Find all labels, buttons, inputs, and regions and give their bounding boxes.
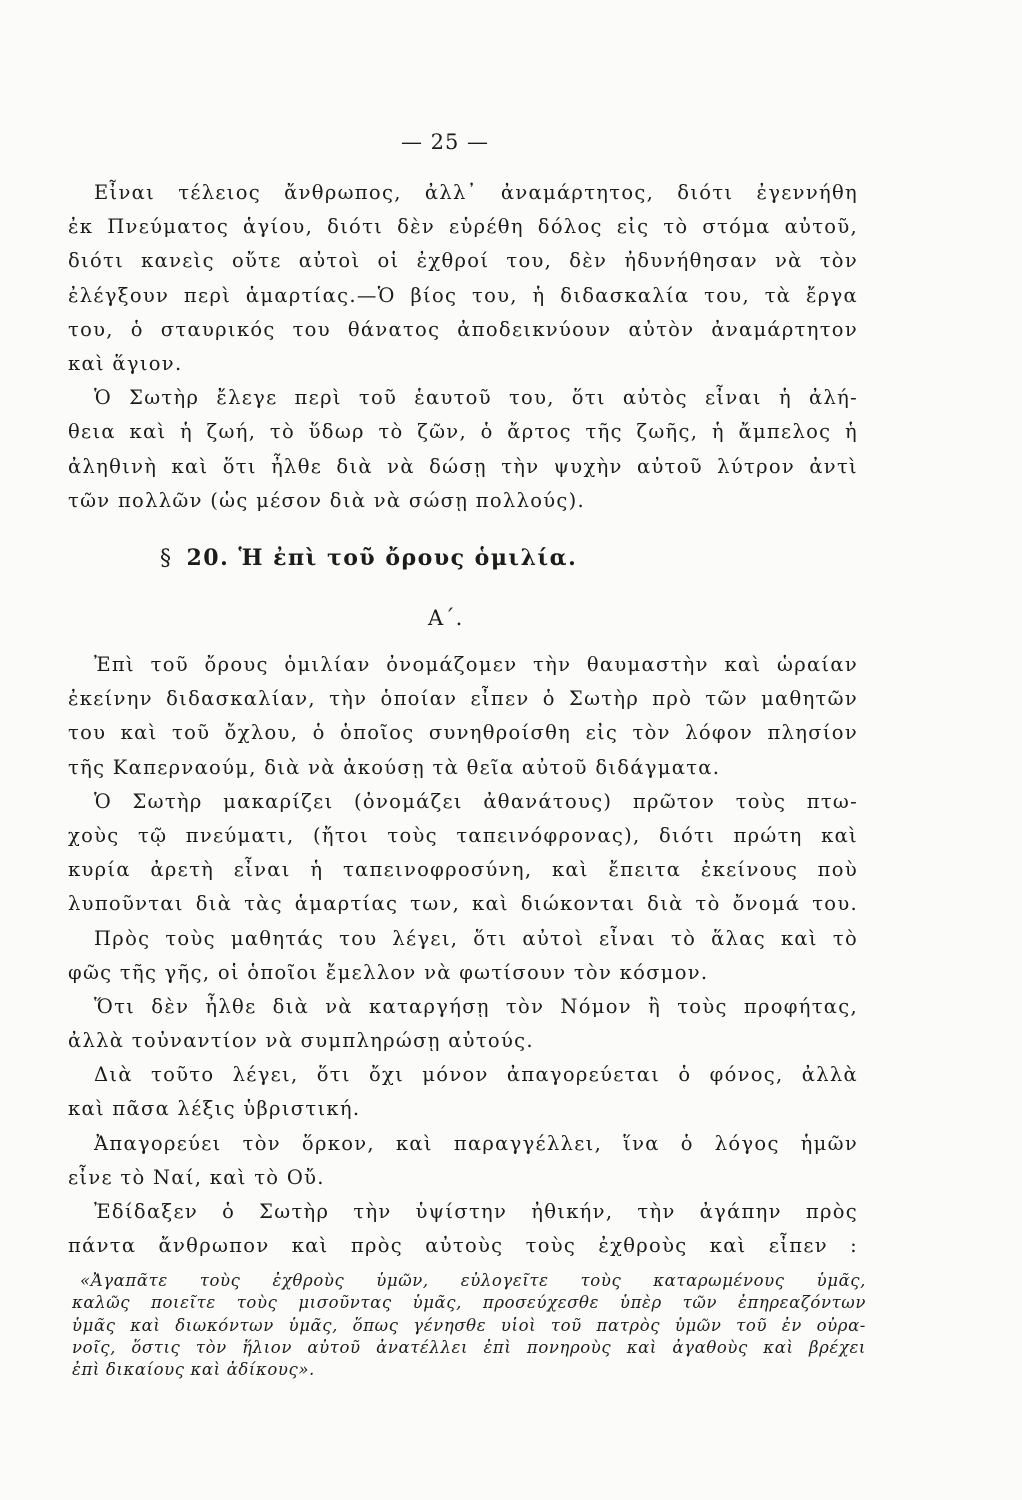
text-line: Ὁ Σωτὴρ μακαρίζει (ὀνομάζει ἀθανάτους) πρῶτον τοὺς πτω-: [94, 789, 858, 813]
text-line: Ὁ Σωτὴρ ἔλεγε περὶ τοῦ ἑαυτοῦ του, ὅτι αὐτὸς εἶναι ἡ ἀλή-: [94, 386, 858, 410]
text-line: ἀληθινὴ καὶ ὅτι ἦλθε διὰ νὰ δώσῃ τὴν ψυχὴν αὐτοῦ λύτρον ἀντὶ: [68, 454, 858, 478]
scripture-quote: [72, 1270, 866, 1381]
quote-line: ἐπὶ δικαίους καὶ ἀδίκους».: [72, 1360, 315, 1380]
section-heading: [160, 545, 577, 571]
text-line: διότι κανεὶς οὔτε αὐτοὶ οἱ ἐχθροί του, δὲν ἠδυνήθησαν νὰ τὸν: [68, 249, 858, 273]
text-line: θεια καὶ ἡ ζωή, τὸ ὕδωρ τὸ ζῶν, ὁ ἄρτος τῆς ζωῆς, ἡ ἄμπελος ἡ: [68, 420, 858, 444]
page-number: — 25 —: [400, 130, 490, 154]
text-line: εἶνε τὸ Ναί, καὶ τὸ Οὔ.: [68, 1165, 325, 1189]
text-line: ἐκ Πνεύματος ἁγίου, διότι δὲν εὑρέθη δόλος εἰς τὸ στόμα αὐτοῦ,: [68, 215, 858, 239]
section-title: 20. Ἡ ἐπὶ τοῦ ὄρους ὁμιλία.: [186, 545, 578, 571]
quote-line: καλῶς ποιεῖτε τοὺς μισοῦντας ὑμᾶς, προσεύχεσθε ὑπὲρ τῶν ἐπηρεαζόντων: [72, 1293, 866, 1313]
text-line: ἀλλὰ τοὐναντίον νὰ συμπληρώσῃ αὐτούς.: [68, 1029, 534, 1053]
text-line: Διὰ τοῦτο λέγει, ὅτι ὄχι μόνον ἀπαγορεύεται ὁ φόνος, ἀλλὰ: [94, 1063, 858, 1087]
text-line: του καὶ τοῦ ὄχλου, ὁ ὁποῖος συνηθροίσθη εἰς τὸν λόφον πλησίον: [68, 721, 858, 745]
text-line: τῶν πολλῶν (ὡς μέσον διὰ νὰ σώσῃ πολλούς).: [68, 488, 586, 512]
text-line: πάντα ἄνθρωπον καὶ πρὸς αὐτοὺς τοὺς ἐχθροὺς καὶ εἶπεν :: [68, 1234, 858, 1258]
text-line: Πρὸς τοὺς μαθητάς του λέγει, ὅτι αὐτοὶ εἶναι τὸ ἅλας καὶ τὸ: [94, 926, 858, 950]
intro-text: [68, 176, 858, 518]
text-line: καὶ ἅγιον.: [68, 351, 183, 375]
quote-line: «Ἀγαπᾶτε τοὺς ἐχθροὺς ὑμῶν, εὐλογεῖτε τοὺς καταρωμένους ὑμᾶς,: [80, 1271, 866, 1290]
text-line: Ἐδίδαξεν ὁ Σωτὴρ τὴν ὑψίστην ἠθικήν, τὴν ἀγάπην πρὸς: [94, 1200, 858, 1223]
text-line: του, ὁ σταυρικός του θάνατος ἀποδεικνύουν αὐτὸν ἀναμάρτητον: [68, 317, 858, 341]
text-line: Εἶναι τέλειος ἄνθρωπος, ἀλλ᾽ ἀναμάρτητος, διότι ἐγεννήθη: [94, 181, 858, 204]
body-text: [68, 648, 858, 1263]
text-line: κυρία ἀρετὴ εἶναι ἡ ταπεινοφροσύνη, καὶ ἔπειτα ἐκείνους ποὺ: [68, 858, 858, 882]
text-line: ἐλέγξουν περὶ ἁμαρτίας.—Ὁ βίος του, ἡ διδασκαλία του, τὰ ἔργα: [68, 283, 858, 307]
text-line: Ἐπὶ τοῦ ὄρους ὁμιλίαν ὀνομάζομεν τὴν θαυμαστὴν καὶ ὡραίαν: [94, 653, 858, 676]
section-subheading: Α΄.: [428, 606, 464, 630]
text-line: Ὅτι δὲν ἦλθε διὰ νὰ καταργήσῃ τὸν Νόμον ἢ τοὺς προφήτας,: [94, 994, 858, 1018]
text-line: ἐκείνην διδασκαλίαν, τὴν ὁποίαν εἶπεν ὁ Σωτὴρ πρὸ τῶν μαθητῶν: [68, 687, 858, 711]
text-line: φῶς τῆς γῆς, οἱ ὁποῖοι ἔμελλον νὰ φωτίσουν τὸν κόσμον.: [68, 960, 709, 984]
quote-line: νοῖς, ὅστις τὸν ἥλιον αὐτοῦ ἀνατέλλει ἐπὶ πονηροὺς καὶ ἀγαθοὺς καὶ βρέχει: [72, 1337, 866, 1357]
text-line: Ἀπαγορεύει τὸν ὅρκον, καὶ παραγγέλλει, ἵνα ὁ λόγος ἡμῶν: [94, 1131, 858, 1155]
section-symbol: §: [160, 546, 173, 571]
quote-line: ὑμᾶς καὶ διωκόντων ὑμᾶς, ὅπως γένησθε υἱοὶ τοῦ πατρὸς ὑμῶν τοῦ ἐν οὐρα-: [72, 1315, 866, 1335]
text-line: καὶ πᾶσα λέξις ὑβριστική.: [68, 1097, 361, 1121]
text-line: χοὺς τῷ πνεύματι, (ἤτοι τοὺς ταπεινόφρονας), διότι πρώτη καὶ: [68, 823, 858, 847]
text-line: τῆς Καπερναούμ, διὰ νὰ ἀκούσῃ τὰ θεῖα αὐτοῦ διδάγματα.: [68, 755, 721, 779]
text-line: λυποῦνται διὰ τὰς ἁμαρτίας των, καὶ διώκονται διὰ τὸ ὄνομά του.: [68, 892, 858, 916]
